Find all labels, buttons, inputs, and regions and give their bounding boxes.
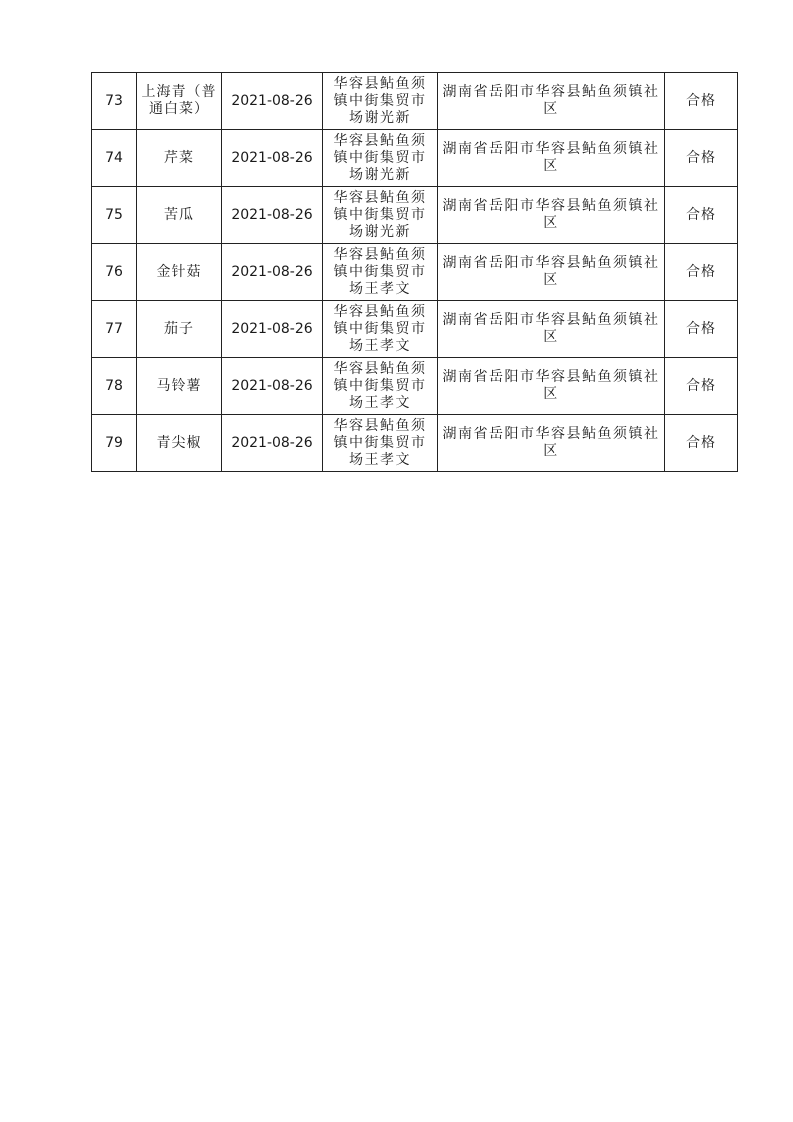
- cell-seller: 华容县鲇鱼须镇中街集贸市场王孝文: [323, 358, 438, 415]
- cell-product-name: 金针菇: [137, 244, 222, 301]
- cell-serial-number: 76: [92, 244, 137, 301]
- cell-seller: 华容县鲇鱼须镇中街集贸市场谢光新: [323, 130, 438, 187]
- cell-product-name: 青尖椒: [137, 415, 222, 472]
- cell-product-name: 苦瓜: [137, 187, 222, 244]
- cell-sampling-date: 2021-08-26: [222, 301, 323, 358]
- table-row: [92, 415, 738, 472]
- cell-sampling-date: 2021-08-26: [222, 415, 323, 472]
- table-row: [92, 187, 738, 244]
- cell-seller: 华容县鲇鱼须镇中街集贸市场王孝文: [323, 301, 438, 358]
- cell-address: 湖南省岳阳市华容县鲇鱼须镇社区: [438, 301, 665, 358]
- cell-product-name: 上海青（普通白菜）: [137, 73, 222, 130]
- cell-serial-number: 73: [92, 73, 137, 130]
- cell-address: 湖南省岳阳市华容县鲇鱼须镇社区: [438, 358, 665, 415]
- cell-address: 湖南省岳阳市华容县鲇鱼须镇社区: [438, 244, 665, 301]
- cell-address: 湖南省岳阳市华容县鲇鱼须镇社区: [438, 415, 665, 472]
- cell-address: 湖南省岳阳市华容县鲇鱼须镇社区: [438, 73, 665, 130]
- table-row: [92, 73, 738, 130]
- cell-result: 合格: [665, 187, 738, 244]
- cell-product-name: 马铃薯: [137, 358, 222, 415]
- table-row: [92, 358, 738, 415]
- cell-serial-number: 78: [92, 358, 137, 415]
- cell-result: 合格: [665, 130, 738, 187]
- cell-result: 合格: [665, 301, 738, 358]
- cell-result: 合格: [665, 244, 738, 301]
- cell-seller: 华容县鲇鱼须镇中街集贸市场谢光新: [323, 187, 438, 244]
- cell-result: 合格: [665, 73, 738, 130]
- cell-seller: 华容县鲇鱼须镇中街集贸市场王孝文: [323, 415, 438, 472]
- cell-address: 湖南省岳阳市华容县鲇鱼须镇社区: [438, 187, 665, 244]
- cell-serial-number: 77: [92, 301, 137, 358]
- cell-result: 合格: [665, 415, 738, 472]
- cell-sampling-date: 2021-08-26: [222, 187, 323, 244]
- table-row: [92, 130, 738, 187]
- cell-sampling-date: 2021-08-26: [222, 358, 323, 415]
- inspection-results-table: [91, 72, 738, 472]
- table-row: [92, 244, 738, 301]
- cell-sampling-date: 2021-08-26: [222, 73, 323, 130]
- cell-seller: 华容县鲇鱼须镇中街集贸市场王孝文: [323, 244, 438, 301]
- cell-seller: 华容县鲇鱼须镇中街集贸市场谢光新: [323, 73, 438, 130]
- cell-sampling-date: 2021-08-26: [222, 130, 323, 187]
- cell-address: 湖南省岳阳市华容县鲇鱼须镇社区: [438, 130, 665, 187]
- cell-product-name: 芹菜: [137, 130, 222, 187]
- cell-serial-number: 74: [92, 130, 137, 187]
- cell-serial-number: 79: [92, 415, 137, 472]
- table-row: [92, 301, 738, 358]
- cell-serial-number: 75: [92, 187, 137, 244]
- cell-sampling-date: 2021-08-26: [222, 244, 323, 301]
- cell-product-name: 茄子: [137, 301, 222, 358]
- cell-result: 合格: [665, 358, 738, 415]
